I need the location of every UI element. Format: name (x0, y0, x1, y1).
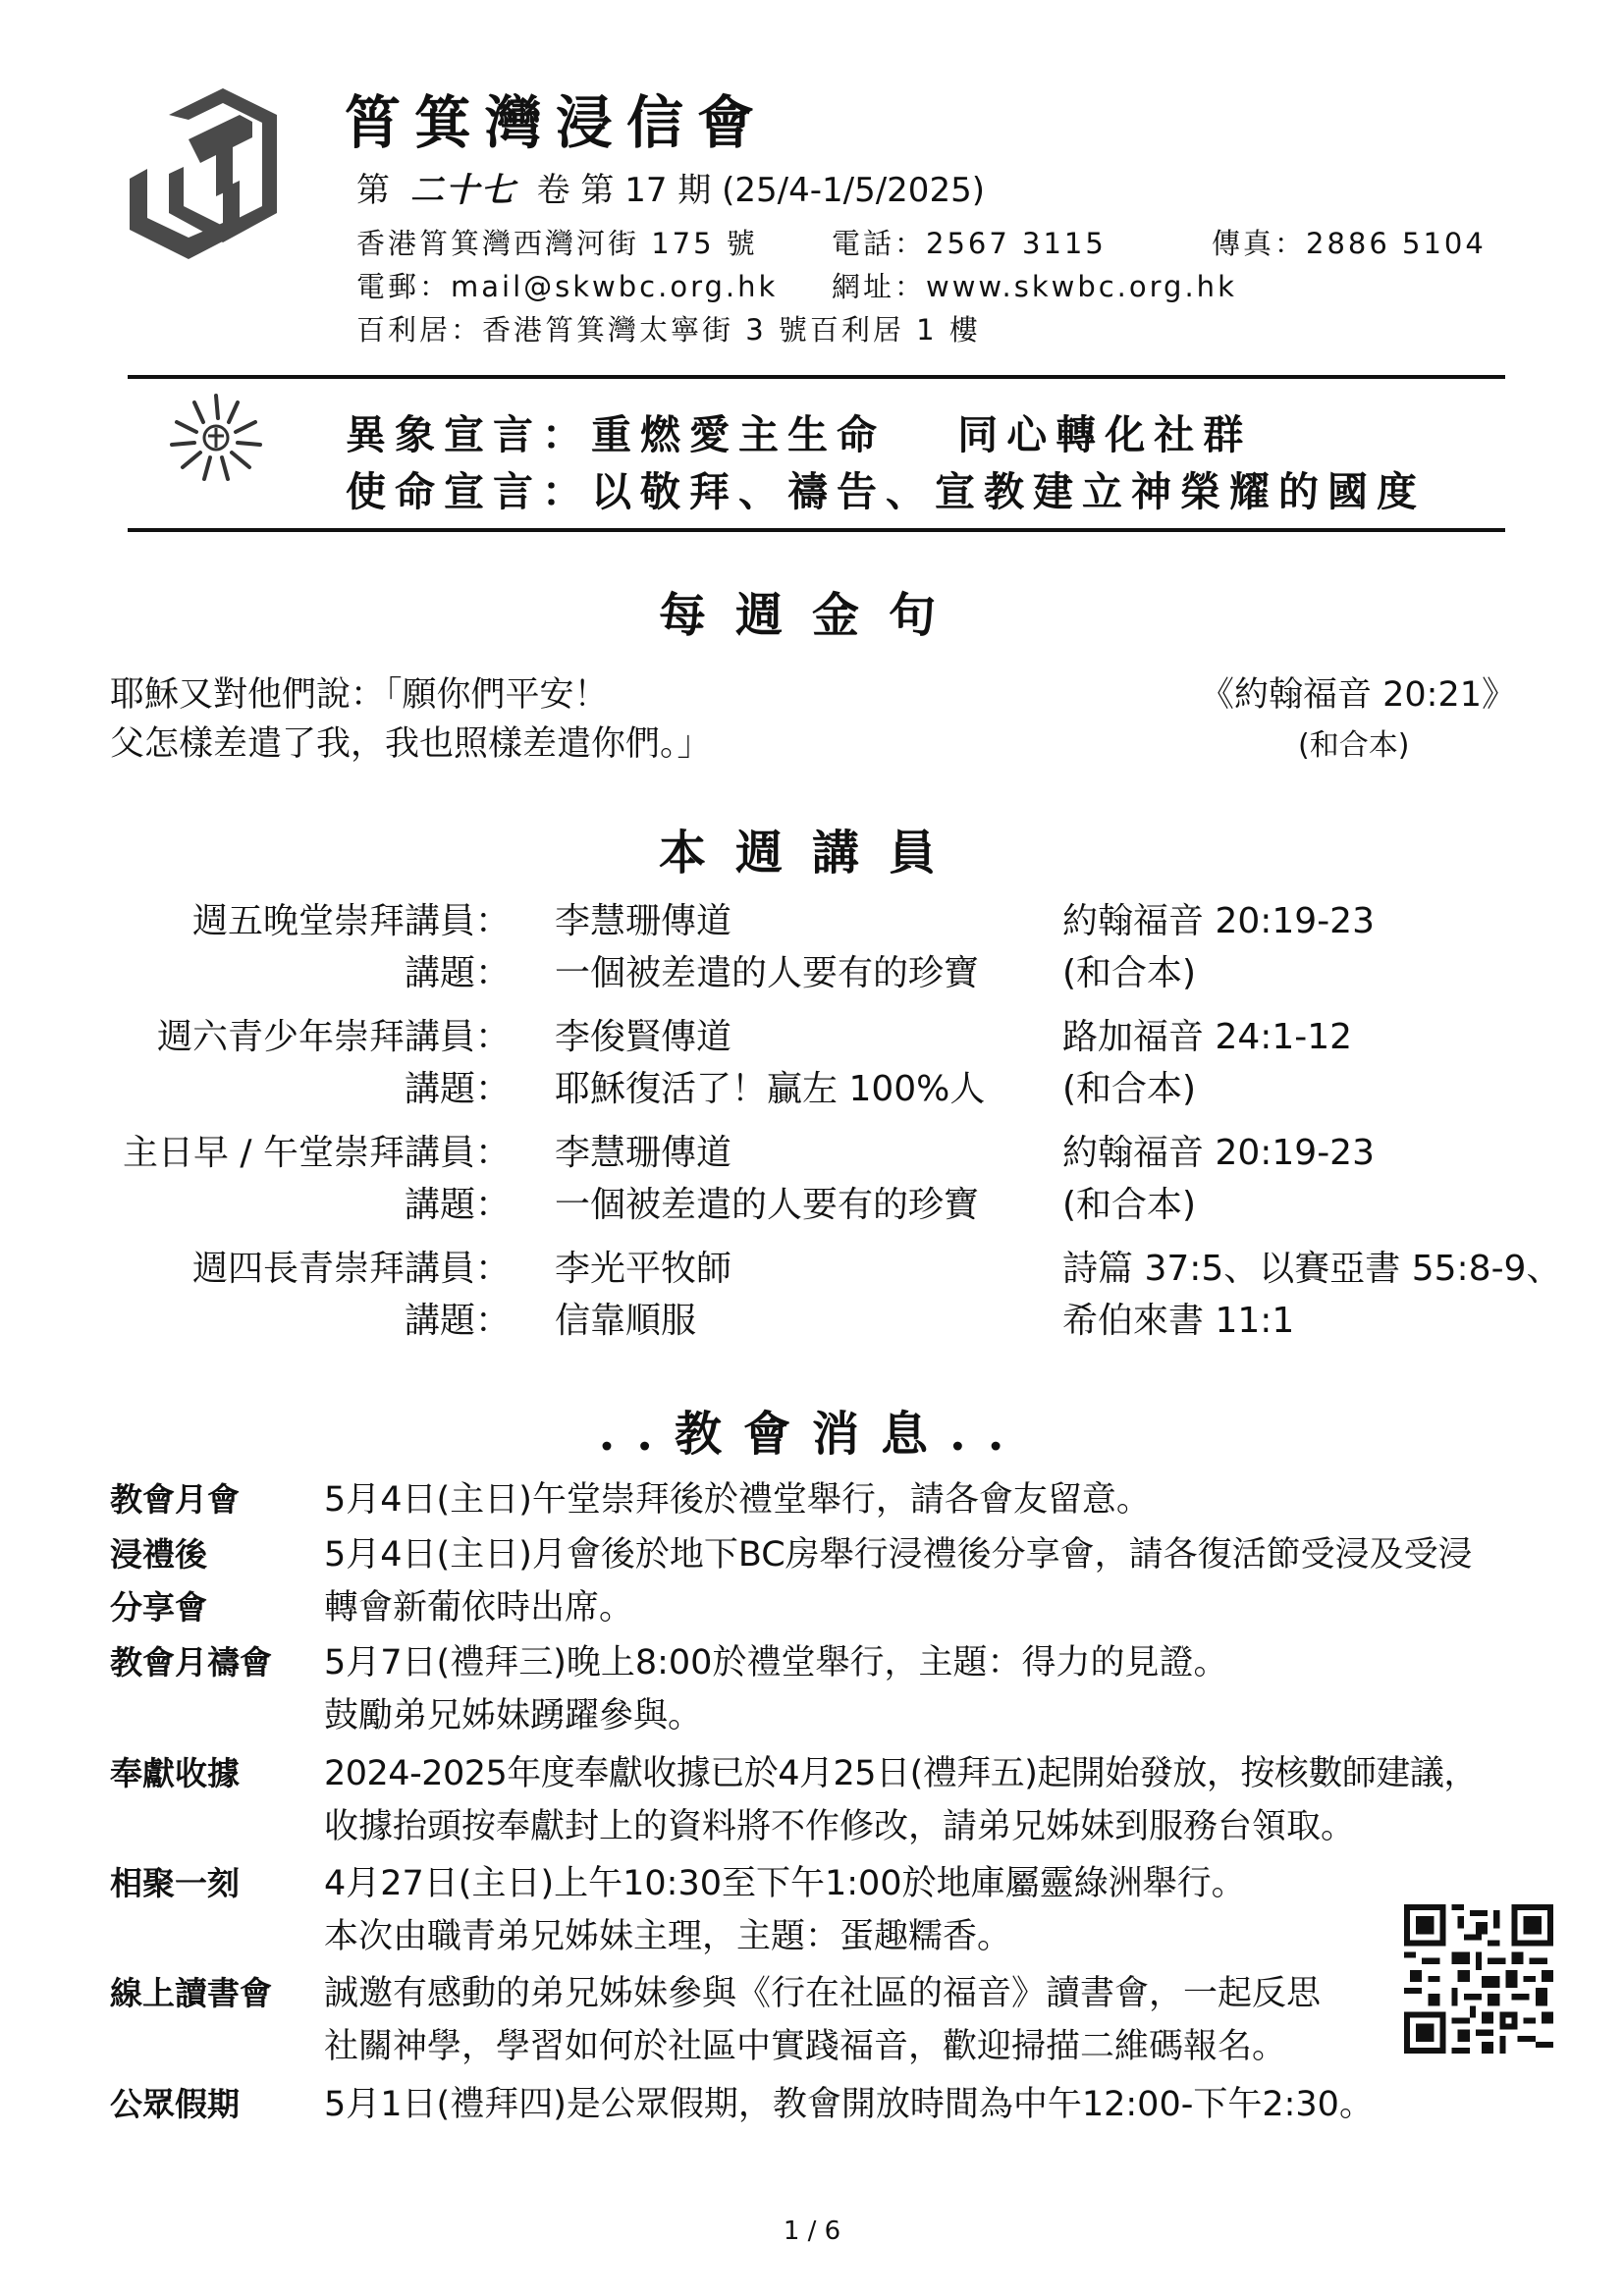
speaker-scripture-2: 希伯來書 11:1 (1062, 1301, 1295, 1341)
news-text: 鼓勵弟兄姊妹踴躍參與。 (324, 1696, 703, 1735)
speaker-role: 週六青少年崇拜講員： (156, 1017, 511, 1057)
contact-row-3 (356, 308, 981, 348)
speaker-scripture-2: (和合本) (1062, 953, 1197, 993)
volume-number: 二十七 (409, 171, 516, 210)
news-label: 公眾假期 (110, 2085, 240, 2123)
weekly-verse-title: 每週金句 (658, 588, 965, 643)
speaker-scripture: 路加福音 24:1-12 (1062, 1017, 1353, 1057)
website: 網址：www.skwbc.org.hk (832, 270, 1237, 303)
fax: 傳真：2886 5104 (1212, 227, 1487, 260)
contact-row-2 (356, 265, 1237, 305)
speaker-name: 李俊賢傳道 (555, 1017, 732, 1057)
speaker-topic: 信靠順服 (555, 1301, 697, 1341)
verse-line-2: 父怎樣差遣了我，我也照樣差遣你們。」 (110, 724, 712, 764)
speaker-name: 李慧珊傳道 (555, 901, 732, 941)
phone: 電話：2567 3115 (832, 227, 1107, 260)
news-label: 相聚一刻 (110, 1864, 240, 1902)
speakers-title: 本週講員 (658, 826, 965, 881)
divider-bottom (128, 528, 1505, 532)
branch-address: 百利居：香港筲箕灣太寧街 3 號百利居 1 樓 (356, 313, 981, 347)
address: 香港筲箕灣西灣河街 175 號 (356, 227, 758, 260)
topic-label: 講題： (404, 1301, 511, 1341)
news-text: 5月1日(禮拜四)是公眾假期，教會開放時間為中午12:00-下午2:30。 (324, 2085, 1374, 2124)
news-text: 5月7日(禮拜三)晚上8:00於禮堂舉行，主題：得力的見證。 (324, 1643, 1228, 1682)
issue-prefix: 第 (356, 171, 390, 210)
issue-info (356, 163, 985, 211)
news-text: 收據抬頭按奉獻封上的資料將不作修改，請弟兄姊妹到服務台領取。 (324, 1807, 1356, 1846)
email: 電郵：mail@skwbc.org.hk (356, 270, 779, 303)
news-title: ..教會消息.. (598, 1407, 1026, 1462)
speaker-topic: 一個被差遣的人要有的珍寶 (555, 953, 980, 993)
speaker-scripture-2: (和合本) (1062, 1185, 1197, 1225)
speaker-scripture: 約翰福音 20:19-23 (1062, 901, 1375, 941)
speaker-name: 李光平牧師 (555, 1249, 732, 1289)
news-text: 5月4日(主日)月會後於地下BC房舉行浸禮後分享會，請各復活節受浸及受浸 (324, 1535, 1473, 1575)
church-name: 筲箕灣浸信會 (344, 89, 769, 156)
sunburst-icon (167, 391, 265, 484)
news-text: 5月4日(主日)午堂崇拜後於禮堂舉行，請各會友留意。 (324, 1480, 1151, 1520)
speaker-scripture-2: (和合本) (1062, 1069, 1197, 1109)
topic-label: 講題： (404, 953, 511, 993)
speaker-name: 李慧珊傳道 (555, 1133, 732, 1173)
speaker-role: 主日早 / 午堂崇拜講員： (122, 1133, 511, 1173)
speaker-role: 週五晚堂崇拜講員： (191, 901, 511, 941)
verse-reference: 《約翰福音 20:21》 (1200, 675, 1516, 715)
speaker-scripture: 詩篇 37:5、以賽亞書 55:8-9、 (1062, 1249, 1562, 1289)
contact-row-1 (356, 222, 1487, 262)
news-text: 2024-2025年度奉獻收據已於4月25日(禮拜五)起開始發放，按核數師建議， (324, 1754, 1478, 1793)
qr-code[interactable] (1404, 1904, 1553, 2054)
news-label: 浸禮後 (110, 1535, 207, 1574)
speaker-role: 週四長青崇拜講員： (191, 1249, 511, 1289)
mission-statement: 使命宣言：以敬拜、禱告、宣教建立神榮耀的國度 (346, 468, 1426, 515)
issue-rest: 卷 第 17 期 (25/4-1/5/2025) (536, 171, 985, 210)
news-label-2: 分享會 (110, 1588, 207, 1627)
speaker-topic: 一個被差遣的人要有的珍寶 (555, 1185, 980, 1225)
speaker-scripture: 約翰福音 20:19-23 (1062, 1133, 1375, 1173)
news-label: 奉獻收據 (110, 1754, 240, 1792)
news-label: 教會月禱會 (110, 1643, 272, 1682)
news-text: 誠邀有感動的弟兄姊妹參與《行在社區的福音》讀書會，一起反思 (324, 1974, 1322, 2013)
speaker-topic: 耶穌復活了！贏左 100%人 (555, 1069, 986, 1109)
topic-label: 講題： (404, 1185, 511, 1225)
page-number: 1 / 6 (783, 2216, 841, 2246)
divider-top (128, 375, 1505, 379)
news-text: 本次由職青弟兄姊妹主理，主題：蛋趣糯香。 (324, 1917, 1012, 1956)
verse-version: (和合本) (1298, 728, 1410, 763)
topic-label: 講題： (404, 1069, 511, 1109)
church-logo-icon (130, 80, 287, 262)
news-text: 4月27日(主日)上午10:30至下午1:00於地庫屬靈綠洲舉行。 (324, 1864, 1246, 1903)
news-label: 線上讀書會 (110, 1974, 272, 2012)
verse-line-1: 耶穌又對他們說：「願你們平安！ (110, 675, 609, 715)
news-text: 社關神學，學習如何於社區中實踐福音，歡迎掃描二維碼報名。 (324, 2027, 1287, 2066)
vision-statement: 異象宣言：重燃愛主生命 同心轉化社群 (346, 411, 1253, 458)
news-text: 轉會新葡依時出席。 (324, 1588, 634, 1628)
news-label: 教會月會 (110, 1480, 240, 1519)
